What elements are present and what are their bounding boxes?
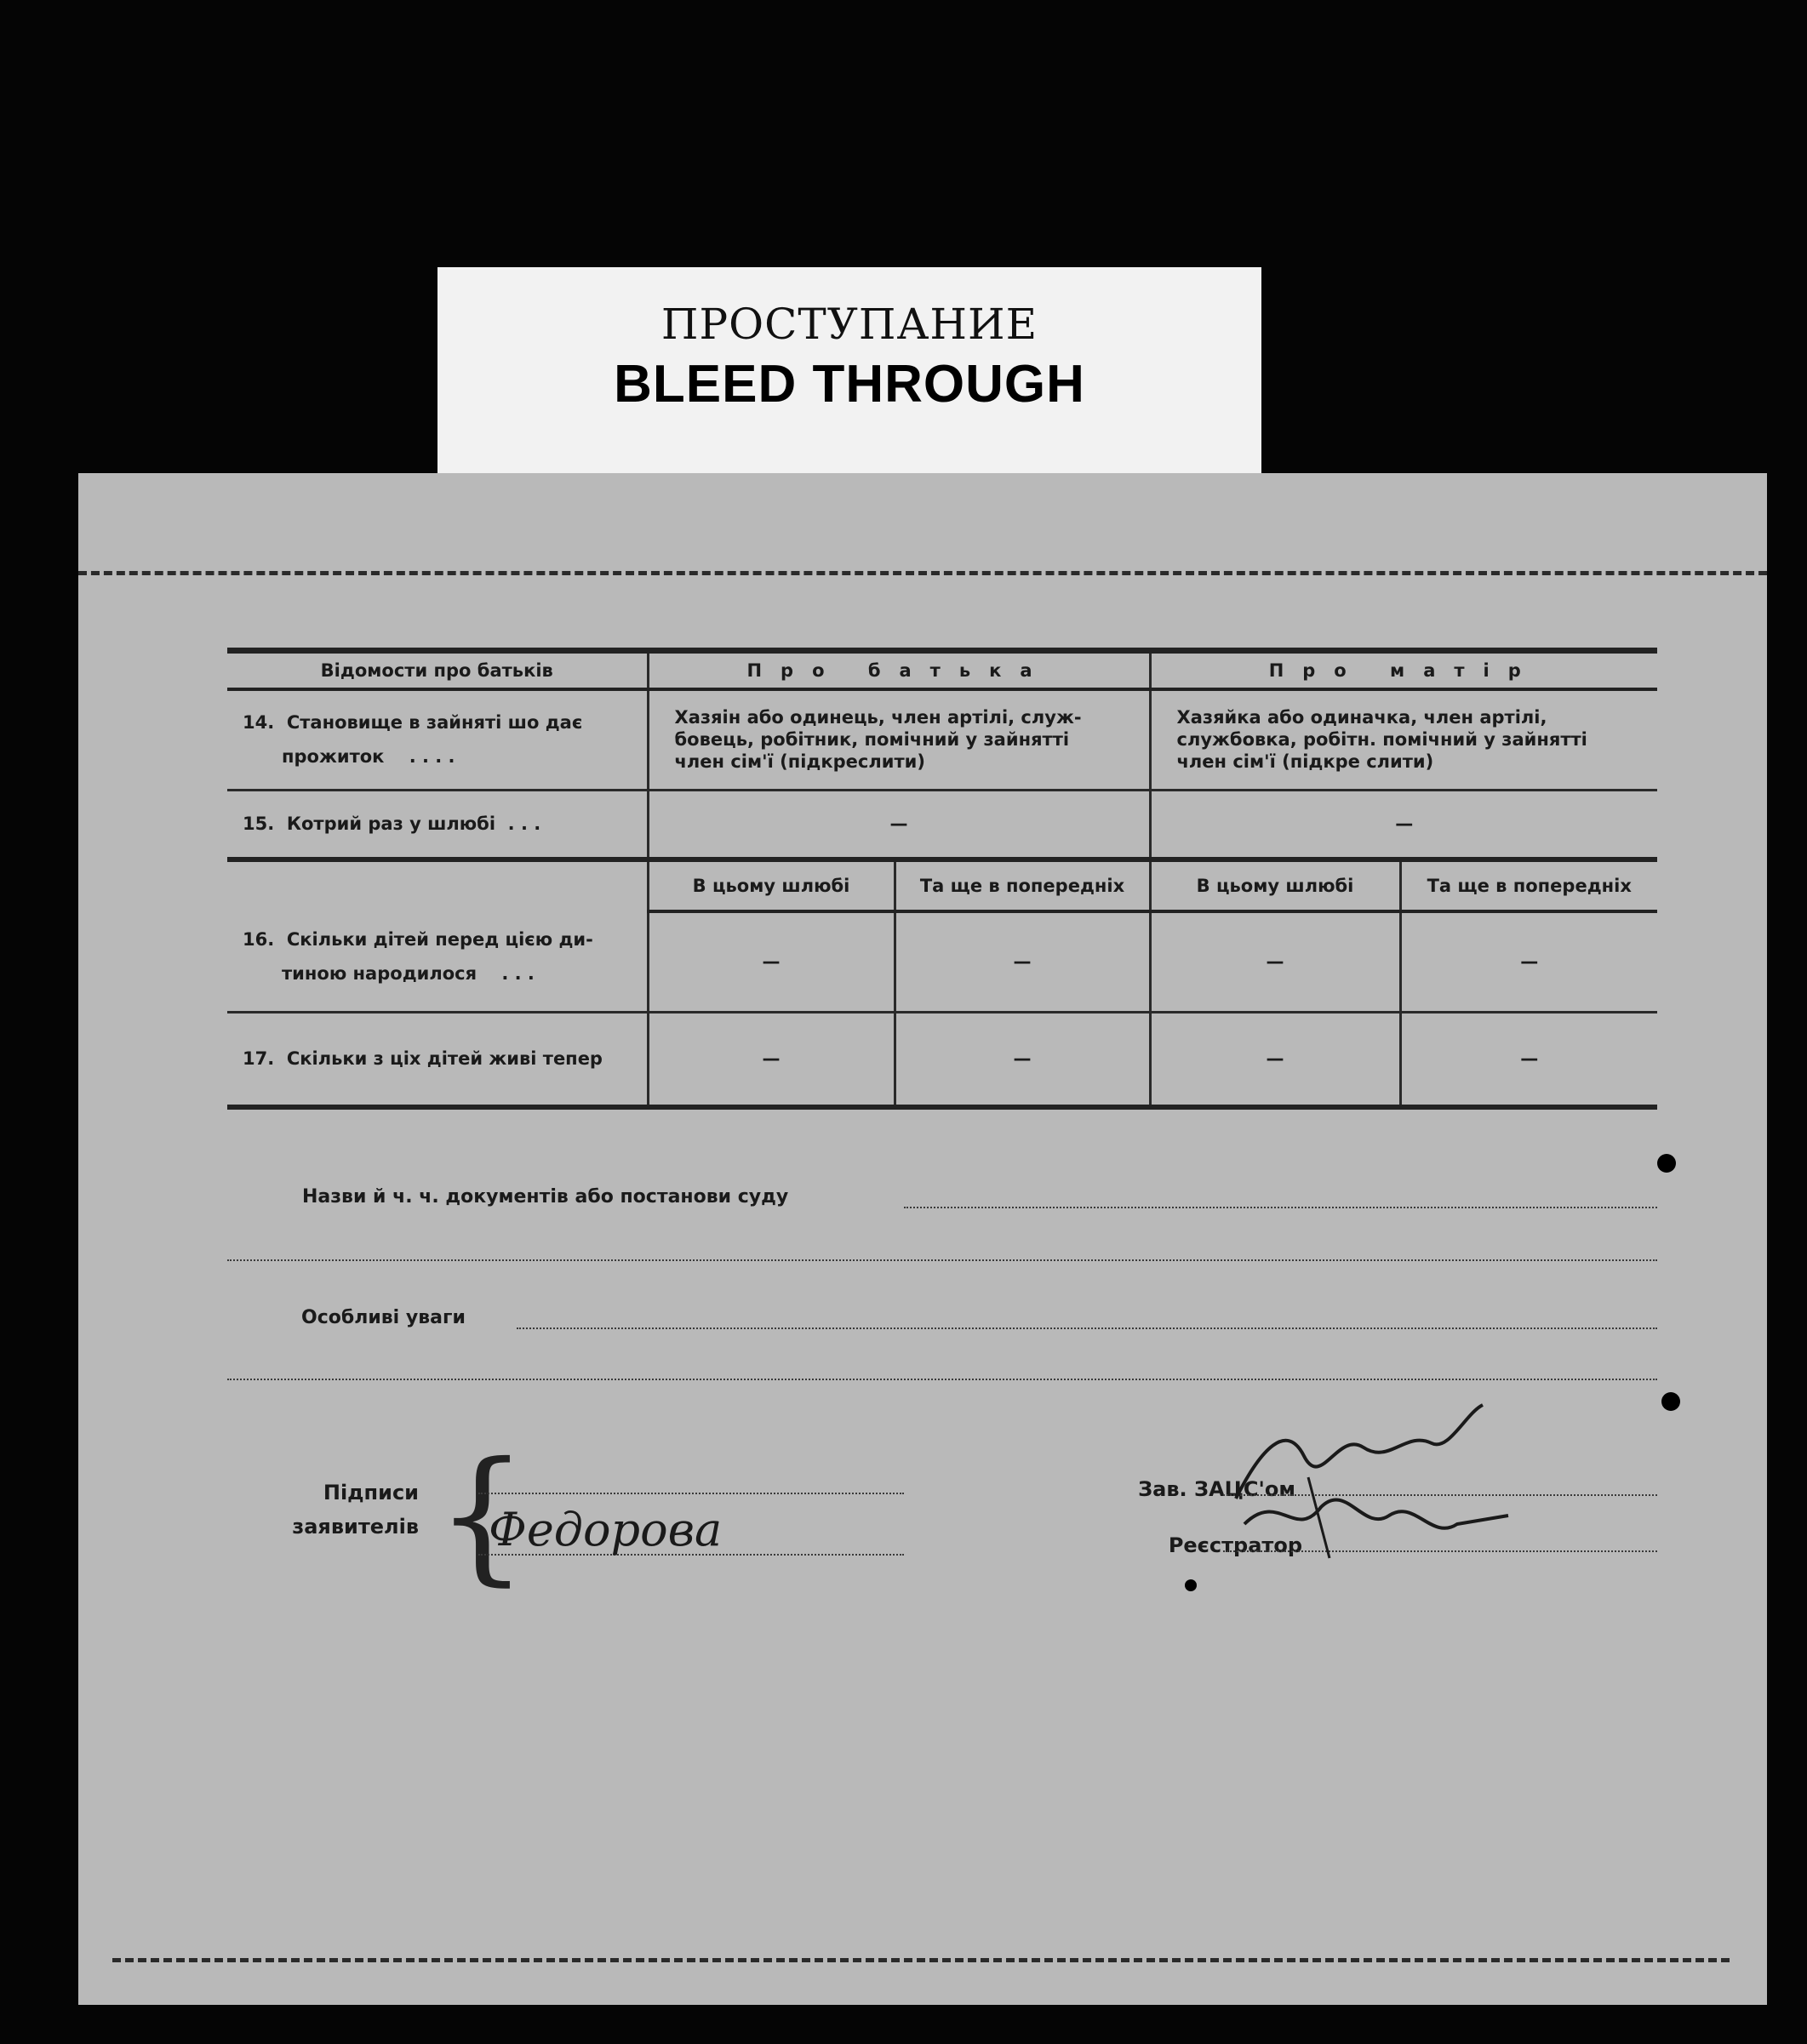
table-header-row — [227, 651, 1657, 690]
subheader-mother-this-marriage: В цьому шлюбі — [1150, 859, 1400, 911]
parents-info-table — [227, 648, 1657, 1110]
row-14-number: 14. — [243, 712, 275, 734]
row-17-father-prev-value: — — [895, 1012, 1150, 1107]
documents-field-line-1 — [904, 1207, 1657, 1208]
row-17-children-living — [227, 1012, 1657, 1107]
subheader-father-this-marriage: В цьому шлюбі — [648, 859, 895, 911]
registrar-label: Реєстратор — [1168, 1533, 1302, 1557]
mother-options-line-2: службовка, робітн. помічний у зайнятті — [1176, 729, 1587, 751]
row-17-mother-this-value: — — [1150, 1012, 1400, 1107]
subheader-father-previous: Та ще в попередніх — [895, 859, 1150, 911]
row-16-label-line-2: тиною народилося — [282, 962, 477, 984]
header-parents-info: Відомости про батьків — [227, 651, 648, 690]
mother-options-line-3: член сім'ї (підкре слити) — [1176, 751, 1434, 773]
row-16-father-this-value: — — [648, 911, 895, 1012]
applicant-signature: Федорова — [489, 1503, 723, 1556]
mother-options-line-1: Хазяйка або одиначка, член артілі, — [1176, 707, 1547, 728]
row-17-number: 17. — [243, 1048, 275, 1070]
head-of-registry-label: Зав. ЗАЦС'ом — [1138, 1477, 1295, 1501]
ink-blot — [1657, 1154, 1676, 1173]
row-15-dots: . . . — [507, 814, 541, 835]
row-15-label-text: Котрий раз у шлюбі — [286, 814, 496, 835]
top-perforation-line — [78, 571, 1767, 575]
row-14-dots: . . . . — [409, 746, 455, 768]
ink-blot — [1661, 1392, 1680, 1411]
row-15-label — [227, 790, 648, 859]
row-15-mother-value: — — [1150, 790, 1657, 859]
row-16-label-line-1: Скільки дітей перед цією ди- — [286, 928, 593, 950]
row-15-number: 15. — [243, 814, 275, 835]
applicants-brace: { — [436, 1431, 529, 1600]
row-14-label-line-1: Становище в зайняті шо дає — [286, 712, 583, 734]
applicants-signatures-label — [266, 1476, 419, 1544]
header-about-mother: Про матір — [1150, 651, 1657, 690]
bottom-perforation-line — [112, 1958, 1730, 1962]
applicants-label-line-2: заявителів — [292, 1515, 419, 1539]
row-16-dots: . . . — [501, 962, 535, 984]
official-signatures-scribble — [1227, 1396, 1534, 1567]
children-subheader-row — [227, 859, 1657, 911]
notes-field-line-1 — [517, 1327, 1657, 1329]
father-options-line-3: член сім'ї (підкреслити) — [674, 751, 925, 773]
row-16-mother-prev-value: — — [1400, 911, 1657, 1012]
label-english-text: BLEED THROUGH — [614, 355, 1085, 414]
row-17-label-text: Скільки з ціх дітей живі тепер — [286, 1048, 603, 1070]
row-17-label — [227, 1012, 648, 1107]
header-about-father: Про батька — [648, 651, 1150, 690]
ink-blot — [1185, 1579, 1197, 1591]
row-16-label — [227, 859, 648, 1012]
subheader-mother-previous: Та ще в попередніх — [1400, 859, 1657, 911]
row-15-father-value: — — [648, 790, 1150, 859]
row-16-number: 16. — [243, 928, 275, 950]
document-sheet — [78, 473, 1767, 2005]
documents-field-line-2 — [227, 1259, 1657, 1261]
row-17-mother-prev-value: — — [1400, 1012, 1657, 1107]
documents-field-label: Назви й ч. ч. документів або постанови суду — [302, 1186, 789, 1208]
label-russian-text: ПРОСТУПАНИЕ — [660, 300, 1038, 349]
row-16-mother-this-value: — — [1150, 911, 1400, 1012]
father-options-line-2: бовець, робітник, помічний у зайнятті — [674, 729, 1070, 751]
row-14-mother-options — [1150, 689, 1657, 790]
row-17-father-this-value: — — [648, 1012, 895, 1107]
applicants-label-line-1: Підписи — [323, 1481, 419, 1504]
notes-field-label: Особливі уваги — [301, 1307, 466, 1328]
applicant-signature-line-1 — [478, 1493, 904, 1494]
bleed-through-label-card — [437, 267, 1261, 473]
row-14-occupation — [227, 689, 1657, 790]
notes-field-line-2 — [227, 1379, 1657, 1380]
row-15-marriage-count — [227, 790, 1657, 859]
row-16-father-prev-value: — — [895, 911, 1150, 1012]
father-options-line-1: Хазяін або одинець, член артілі, служ- — [674, 707, 1082, 728]
row-14-label-line-2: прожиток — [282, 746, 385, 768]
row-14-father-options — [648, 689, 1150, 790]
row-14-label — [227, 689, 648, 790]
